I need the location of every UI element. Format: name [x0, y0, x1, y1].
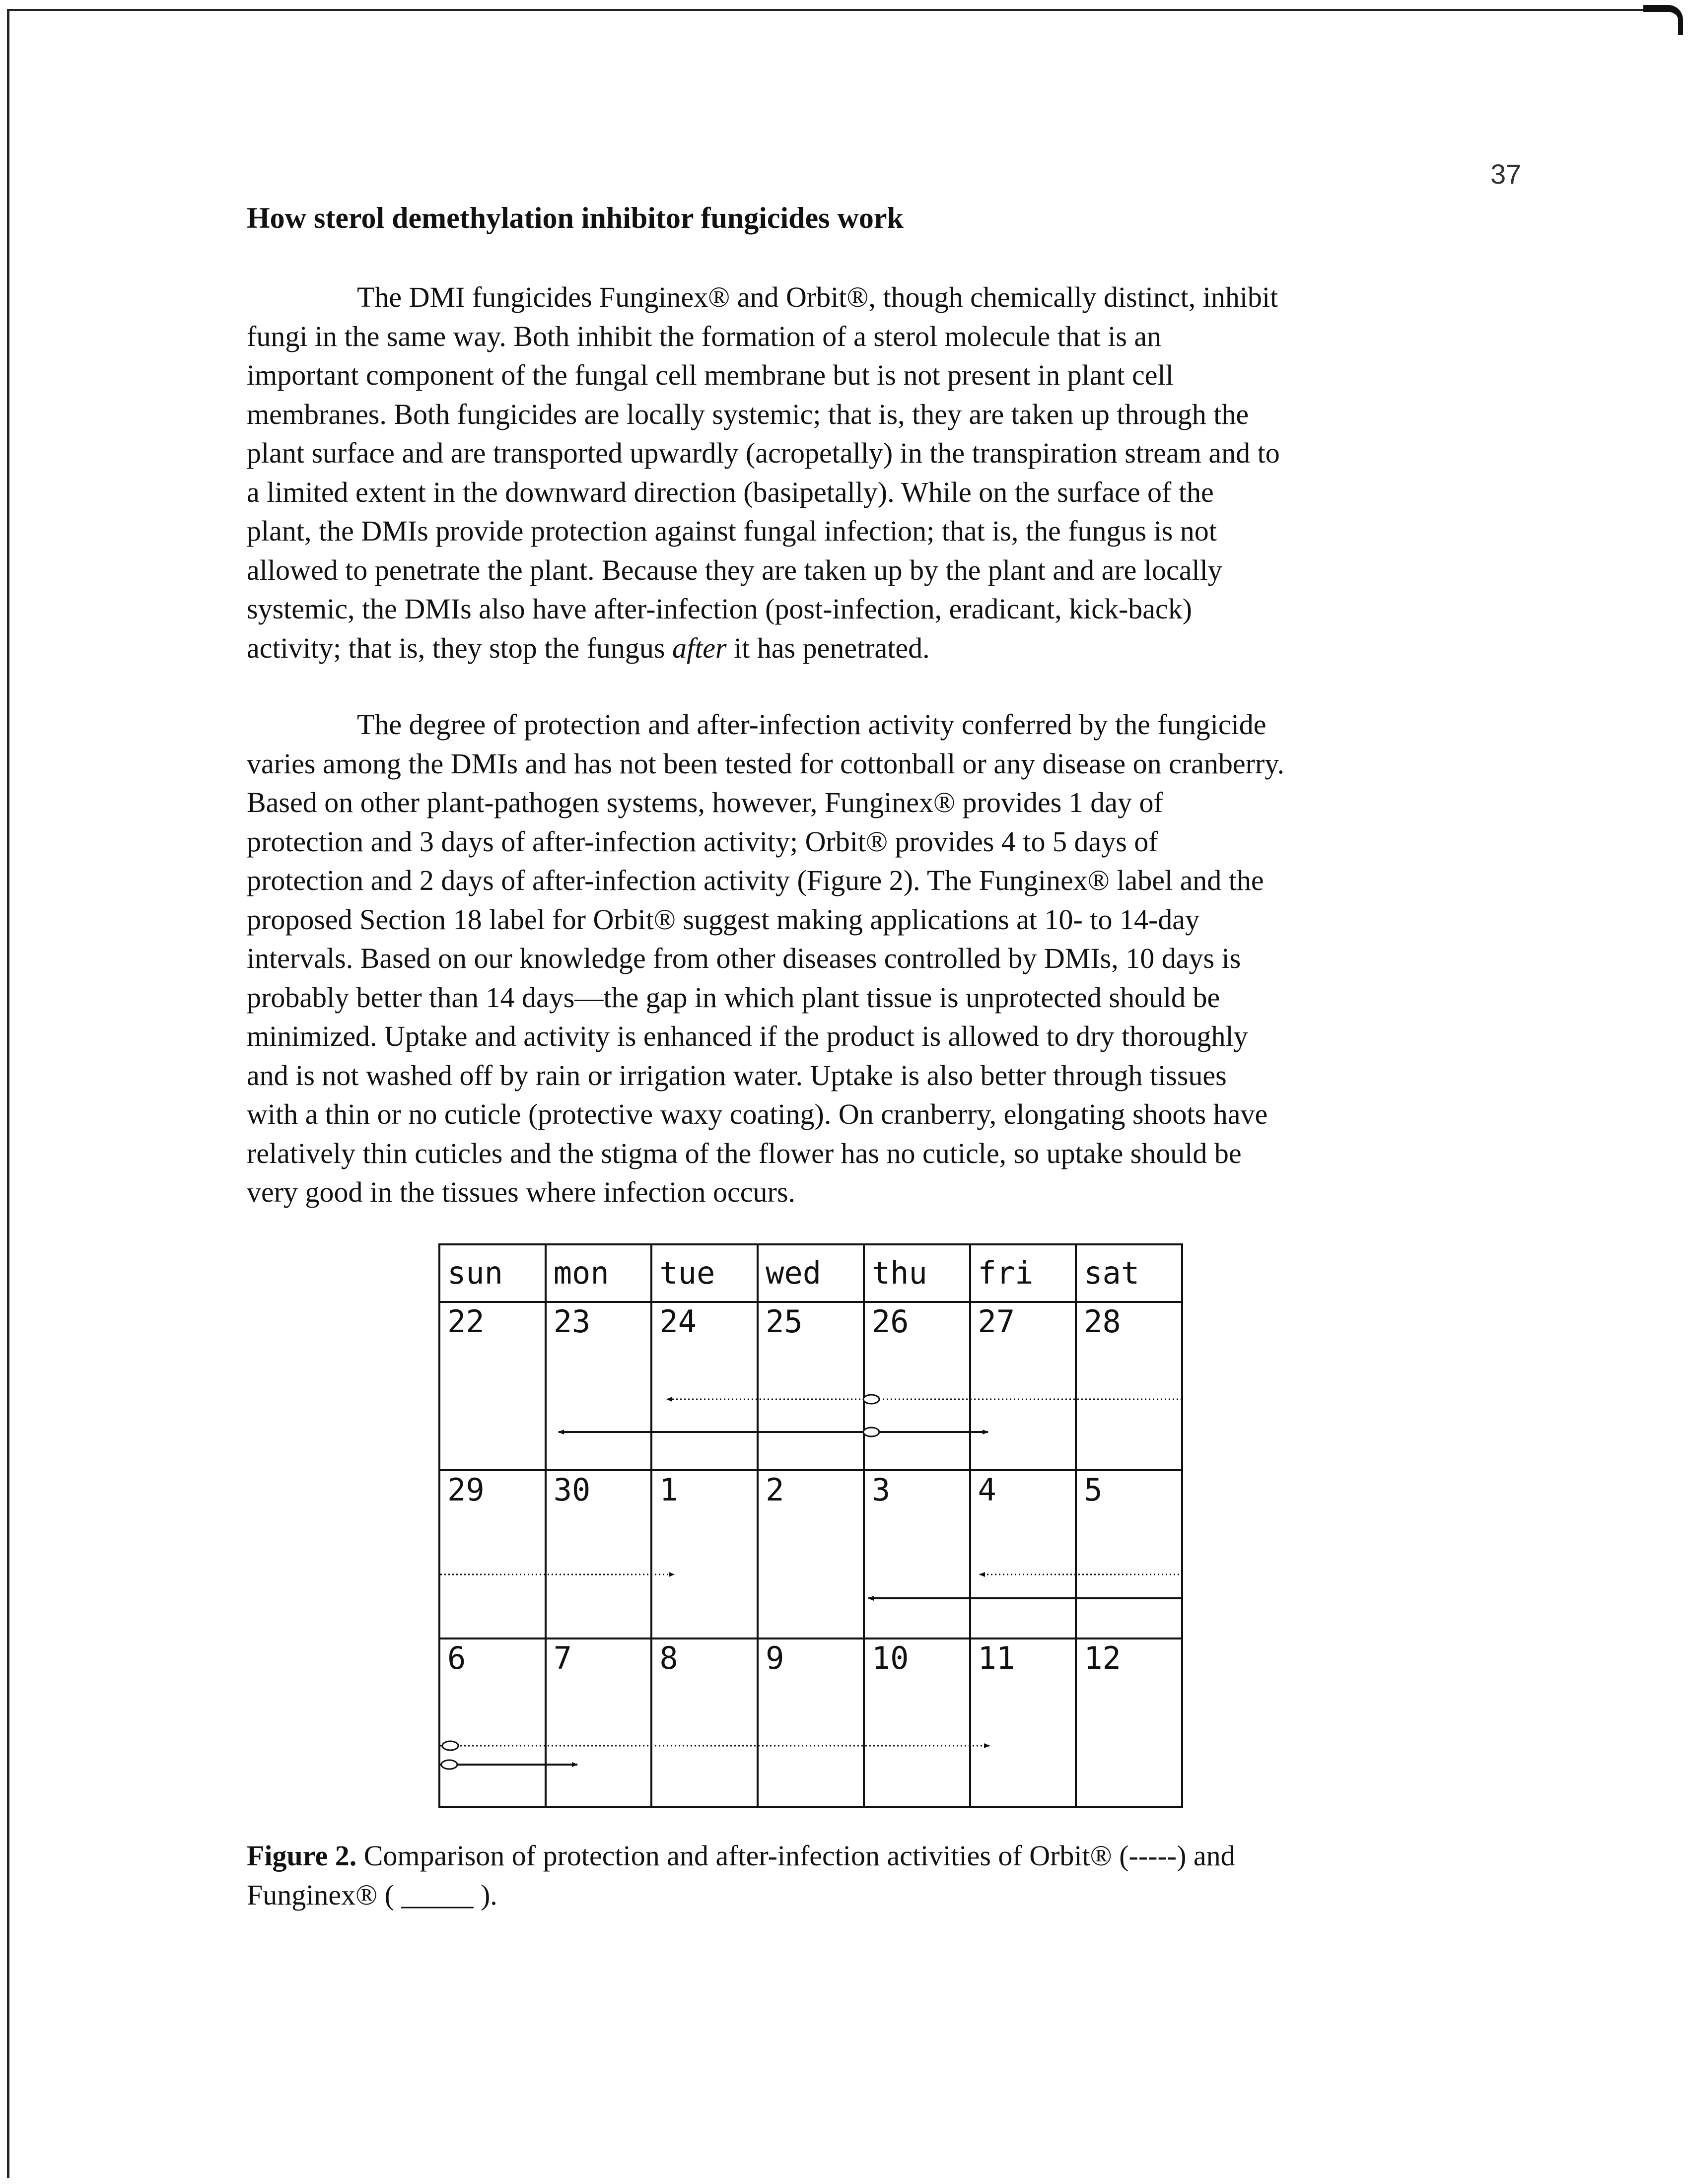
section-heading: How sterol demethylation inhibitor fungicides work: [247, 202, 904, 234]
paragraph-line: plant, the DMIs provide protection against fungal infection; that is, the fungus is not: [247, 515, 1217, 547]
paragraph-dmi-mechanism: [247, 278, 1463, 668]
date-cell: 8: [651, 1638, 758, 1807]
paragraph-line: relatively thin cuticles and the stigma of the flower has no cuticle, so uptake should be: [247, 1137, 1242, 1169]
date-cell: 10: [864, 1638, 970, 1807]
paragraph-line: membranes. Both fungicides are locally systemic; that is, they are taken up through the: [247, 398, 1249, 430]
date-cell: 26: [864, 1302, 970, 1470]
date-cell: 24: [651, 1302, 758, 1470]
date-cell: 1: [651, 1470, 758, 1638]
paragraph-line: allowed to penetrate the plant. Because they are taken up by the plant and are locally: [247, 553, 1222, 586]
paragraph-line: varies among the DMIs and has not been tested for cottonball or any disease on cranberry.: [247, 747, 1285, 780]
caption-line: Funginex® ( _____ ).: [247, 1878, 497, 1911]
paragraph-line: intervals. Based on our knowledge from other diseases controlled by DMIs, 10 days is: [247, 942, 1241, 974]
date-cell: 5: [1076, 1470, 1182, 1638]
date-cell: 30: [546, 1470, 652, 1638]
date-cell: 12: [1076, 1638, 1182, 1807]
caption-line: [247, 1837, 1235, 1876]
date-cell: 3: [864, 1470, 970, 1638]
emphasis-after: after: [672, 631, 727, 664]
scan-border-top: [7, 9, 1645, 11]
day-header: tue: [651, 1244, 758, 1302]
date-cell: 6: [439, 1638, 546, 1807]
figure-calendar: [438, 1243, 1183, 1808]
date-cell: 4: [970, 1470, 1076, 1638]
date-cell: 7: [546, 1638, 652, 1807]
date-cell: 28: [1076, 1302, 1182, 1470]
paragraph-line: The DMI fungicides Funginex® and Orbit®, though chemically distinct, inhibit: [357, 281, 1278, 313]
date-cell: 27: [970, 1302, 1076, 1470]
calendar-week-row: [439, 1470, 1182, 1638]
paragraph-line: minimized. Uptake and activity is enhanced if the product is allowed to dry thoroughly: [247, 1020, 1248, 1052]
paragraph-line: Based on other plant-pathogen systems, however, Funginex® provides 1 day of: [247, 786, 1163, 819]
calendar-week-row: [439, 1638, 1182, 1807]
paragraph-protection-activity: [247, 705, 1463, 1212]
paragraph-line: probably better than 14 days—the gap in which plant tissue is unprotected should be: [247, 981, 1220, 1014]
day-header: wed: [758, 1244, 864, 1302]
scan-border-left: [7, 9, 9, 2178]
paragraph-line: fungi in the same way. Both inhibit the formation of a sterol molecule that is an: [247, 320, 1162, 352]
text-run: activity; that is, they stop the fungus: [247, 631, 673, 664]
day-header: sun: [439, 1244, 546, 1302]
paragraph-line: protection and 3 days of after-infection activity; Orbit® provides 4 to 5 days of: [247, 825, 1158, 858]
day-header: mon: [546, 1244, 652, 1302]
date-cell: 23: [546, 1302, 652, 1470]
caption-label: Figure 2.: [247, 1840, 357, 1872]
date-cell: 22: [439, 1302, 546, 1470]
figure-caption: [247, 1837, 1235, 1914]
paragraph-line: a limited extent in the downward direction (basipetally). While on the surface of the: [247, 476, 1214, 508]
calendar-week-row: [439, 1302, 1182, 1470]
date-cell: 29: [439, 1470, 546, 1638]
date-cell: 11: [970, 1638, 1076, 1807]
date-cell: 9: [758, 1638, 864, 1807]
calendar-header-row: [439, 1244, 1182, 1302]
text-run: it has penetrated.: [726, 631, 930, 664]
caption-text: Comparison of protection and after-infection activities of Orbit® (-----) and: [356, 1840, 1235, 1872]
paragraph-line: systemic, the DMIs also have after-infection (post-infection, eradicant, kick-back): [247, 593, 1193, 625]
paragraph-line: and is not washed off by rain or irrigation water. Uptake is also better through tissues: [247, 1059, 1227, 1092]
paragraph-line: important component of the fungal cell membrane but is not present in plant cell: [247, 359, 1174, 391]
day-header: sat: [1076, 1244, 1182, 1302]
paragraph-line: proposed Section 18 label for Orbit® suggest making applications at 10- to 14-day: [247, 903, 1200, 936]
page-number: 37: [1490, 158, 1522, 190]
date-cell: 25: [758, 1302, 864, 1470]
scan-corner-mark: [1643, 5, 1683, 35]
paragraph-line: The degree of protection and after-infection activity conferred by the fungicide: [357, 708, 1266, 741]
paragraph-line: very good in the tissues where infection occurs.: [247, 1176, 795, 1208]
day-header: thu: [864, 1244, 970, 1302]
day-header: fri: [970, 1244, 1076, 1302]
paragraph-line: with a thin or no cuticle (protective waxy coating). On cranberry, elongating shoots have: [247, 1098, 1268, 1130]
paragraph-line: plant surface and are transported upwardly (acropetally) in the transpiration stream and to: [247, 437, 1280, 469]
paragraph-line: [247, 629, 1463, 668]
paragraph-line: protection and 2 days of after-infection activity (Figure 2). The Funginex® label and the: [247, 864, 1264, 896]
calendar-table: [438, 1243, 1183, 1808]
date-cell: 2: [758, 1470, 864, 1638]
